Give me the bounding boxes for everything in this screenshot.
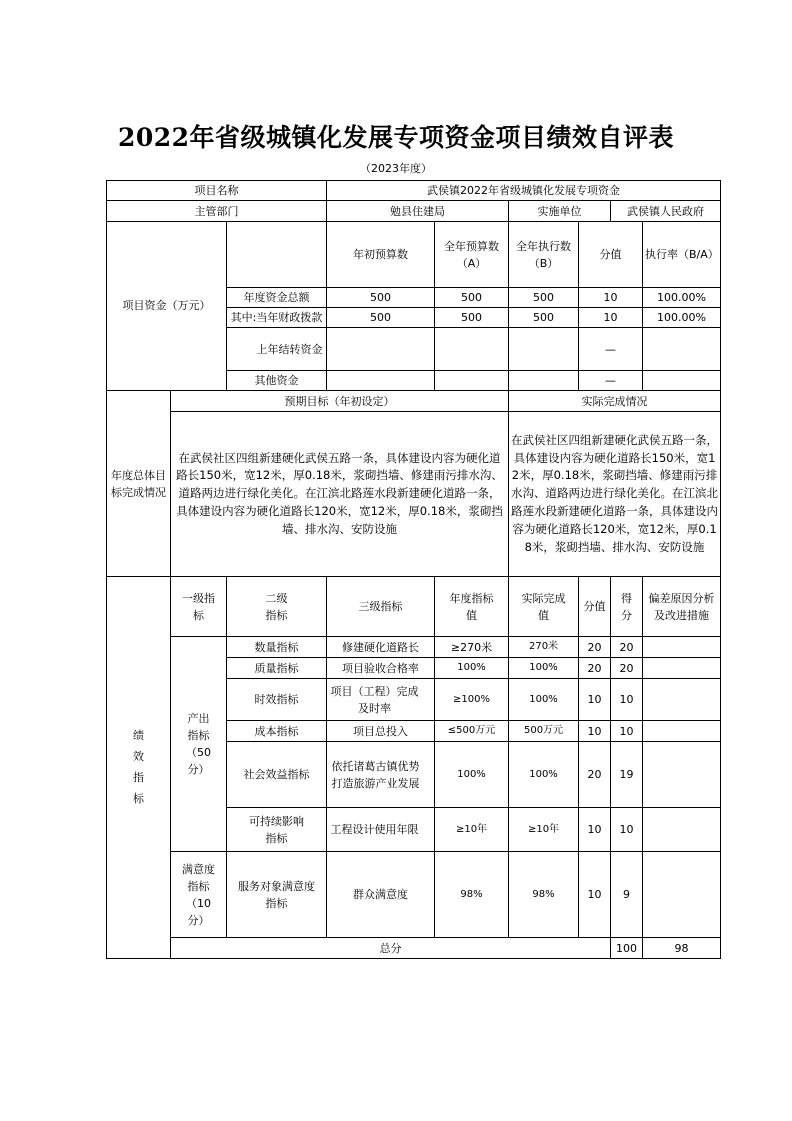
perf-l2: 社会效益指标 [227, 742, 327, 808]
perf-got: 20 [611, 658, 643, 679]
perf-score: 10 [579, 721, 611, 742]
funds-row-label: 上年结转资金 [227, 328, 327, 371]
perf-score: 10 [579, 852, 611, 938]
funds-cell: 500 [509, 308, 579, 328]
funds-cell [509, 371, 579, 391]
funds-header-3: 分值 [579, 222, 643, 288]
perf-header-target: 年度指标值 [435, 577, 509, 637]
perf-l2: 可持续影响指标 [227, 808, 327, 852]
perf-l2: 时效指标 [227, 679, 327, 721]
perf-actual: 100% [509, 658, 579, 679]
perf-satisfaction-label: 满意度指标（10分） [171, 852, 227, 938]
funds-cell: — [579, 328, 643, 371]
perf-got: 9 [611, 852, 643, 938]
dept-label: 主管部门 [107, 201, 327, 222]
funds-cell [327, 328, 435, 371]
perf-actual: 100% [509, 679, 579, 721]
perf-header-l1: 一级指标 [171, 577, 227, 637]
perf-note [643, 808, 721, 852]
perf-header-score: 分值 [579, 577, 611, 637]
perf-target: ≥10年 [435, 808, 509, 852]
perf-got: 10 [611, 679, 643, 721]
perf-note [643, 637, 721, 658]
funds-cell: 500 [435, 288, 509, 308]
perf-l3: 项目（工程）完成及时率 [327, 679, 435, 721]
perf-score: 20 [579, 742, 611, 808]
perf-l2: 成本指标 [227, 721, 327, 742]
year-label: （2023年度） [360, 162, 432, 175]
funds-cell: 500 [509, 288, 579, 308]
funds-cell: 100.00% [643, 308, 721, 328]
funds-header-4: 执行率（B/A） [643, 222, 721, 288]
perf-header-l3: 三级指标 [327, 577, 435, 637]
perf-label: 绩效指标 [107, 577, 171, 959]
perf-score: 20 [579, 658, 611, 679]
funds-cell [643, 371, 721, 391]
project-name-label: 项目名称 [107, 181, 327, 201]
funds-label: 项目资金（万元） [107, 222, 227, 391]
goals-expected-header: 预期目标（年初设定） [171, 391, 509, 412]
perf-score: 10 [579, 679, 611, 721]
perf-l2: 质量指标 [227, 658, 327, 679]
funds-cell [643, 328, 721, 371]
funds-header-2: 全年执行数（B） [509, 222, 579, 288]
goals-header-row [107, 391, 721, 412]
perf-l3: 工程设计使用年限 [327, 808, 435, 852]
project-name-row [107, 181, 721, 201]
perf-l3: 项目验收合格率 [327, 658, 435, 679]
perf-l2: 数量指标 [227, 637, 327, 658]
perf-l3: 群众满意度 [327, 852, 435, 938]
perf-score: 20 [579, 637, 611, 658]
perf-header-note: 偏差原因分析及改进措施 [643, 577, 721, 637]
perf-got: 20 [611, 637, 643, 658]
funds-cell [327, 371, 435, 391]
funds-cell: 10 [579, 288, 643, 308]
funds-cell: 100.00% [643, 288, 721, 308]
impl-label: 实施单位 [509, 201, 611, 222]
total-row [107, 938, 721, 959]
funds-header-0: 年初预算数 [327, 222, 435, 288]
perf-note [643, 658, 721, 679]
perf-actual: ≥10年 [509, 808, 579, 852]
perf-target: 98% [435, 852, 509, 938]
perf-score: 10 [579, 808, 611, 852]
funds-header-row [107, 222, 721, 288]
funds-header-1: 全年预算数（A） [435, 222, 509, 288]
evaluation-table [106, 180, 721, 959]
total-score: 100 [611, 938, 643, 959]
goals-content-row [107, 412, 721, 577]
funds-header-blank [227, 222, 327, 288]
perf-header-row [107, 577, 721, 637]
perf-row [107, 637, 721, 658]
perf-l3: 项目总投入 [327, 721, 435, 742]
perf-got: 10 [611, 808, 643, 852]
funds-row-label: 其他资金 [227, 371, 327, 391]
dept-row [107, 201, 721, 222]
perf-target: 100% [435, 742, 509, 808]
project-name-value: 武侯镇2022年省级城镇化发展专项资金 [327, 181, 721, 201]
perf-row [107, 852, 721, 938]
funds-cell: 500 [327, 288, 435, 308]
perf-actual: 98% [509, 852, 579, 938]
perf-header-got: 得分 [611, 577, 643, 637]
perf-header-l2: 二级指标 [227, 577, 327, 637]
goals-label: 年度总体目标完成情况 [107, 391, 171, 577]
goals-actual-text: 在武侯社区四组新建硬化武侯五路一条，具体建设内容为硬化道路长150米，宽12米，厚0.18米，浆砌挡墙、修建雨污排水沟、道路两边进行绿化美化。在江滨北路莲水段新建硬化道路一条，具体建设内容为硬化道路长120米，宽12米，厚0.18米，浆砌挡墙、排水沟、安防设施 [509, 412, 721, 577]
perf-got: 19 [611, 742, 643, 808]
dept-value: 勉县住建局 [327, 201, 509, 222]
impl-value: 武侯镇人民政府 [611, 201, 721, 222]
perf-actual: 500万元 [509, 721, 579, 742]
perf-l3: 修建硬化道路长 [327, 637, 435, 658]
goals-expected-text: 在武侯社区四组新建硬化武侯五路一条，具体建设内容为硬化道路长150米，宽12米，厚0.18米，浆砌挡墙、修建雨污排水沟、道路两边进行绿化美化。在江滨北路莲水段新建硬化道路一条，具体建设内容为硬化道路长120米，宽12米，厚0.18米，浆砌挡墙、排水沟、安防设施 [171, 412, 509, 577]
funds-cell: — [579, 371, 643, 391]
perf-target: ≥100% [435, 679, 509, 721]
perf-l2: 服务对象满意度指标 [227, 852, 327, 938]
perf-target: ≥270米 [435, 637, 509, 658]
perf-note [643, 742, 721, 808]
funds-cell [435, 328, 509, 371]
funds-cell [435, 371, 509, 391]
perf-note [643, 679, 721, 721]
perf-l3: 依托诸葛古镇优势打造旅游产业发展 [327, 742, 435, 808]
perf-note [643, 721, 721, 742]
perf-actual: 100% [509, 742, 579, 808]
perf-note [643, 852, 721, 938]
funds-row-label: 其中:当年财政拨款 [227, 308, 327, 328]
funds-cell: 500 [435, 308, 509, 328]
page-title: 2022年省级城镇化发展专项资金项目绩效自评表 [117, 123, 675, 152]
perf-actual: 270米 [509, 637, 579, 658]
funds-cell: 10 [579, 308, 643, 328]
funds-cell: 500 [327, 308, 435, 328]
funds-cell [509, 328, 579, 371]
perf-target: ≤500万元 [435, 721, 509, 742]
goals-actual-header: 实际完成情况 [509, 391, 721, 412]
perf-got: 10 [611, 721, 643, 742]
funds-row-label: 年度资金总额 [227, 288, 327, 308]
perf-output-label: 产出指标（50分） [171, 637, 227, 852]
perf-header-actual: 实际完成值 [509, 577, 579, 637]
total-got: 98 [643, 938, 721, 959]
perf-target: 100% [435, 658, 509, 679]
total-label: 总分 [171, 938, 611, 959]
